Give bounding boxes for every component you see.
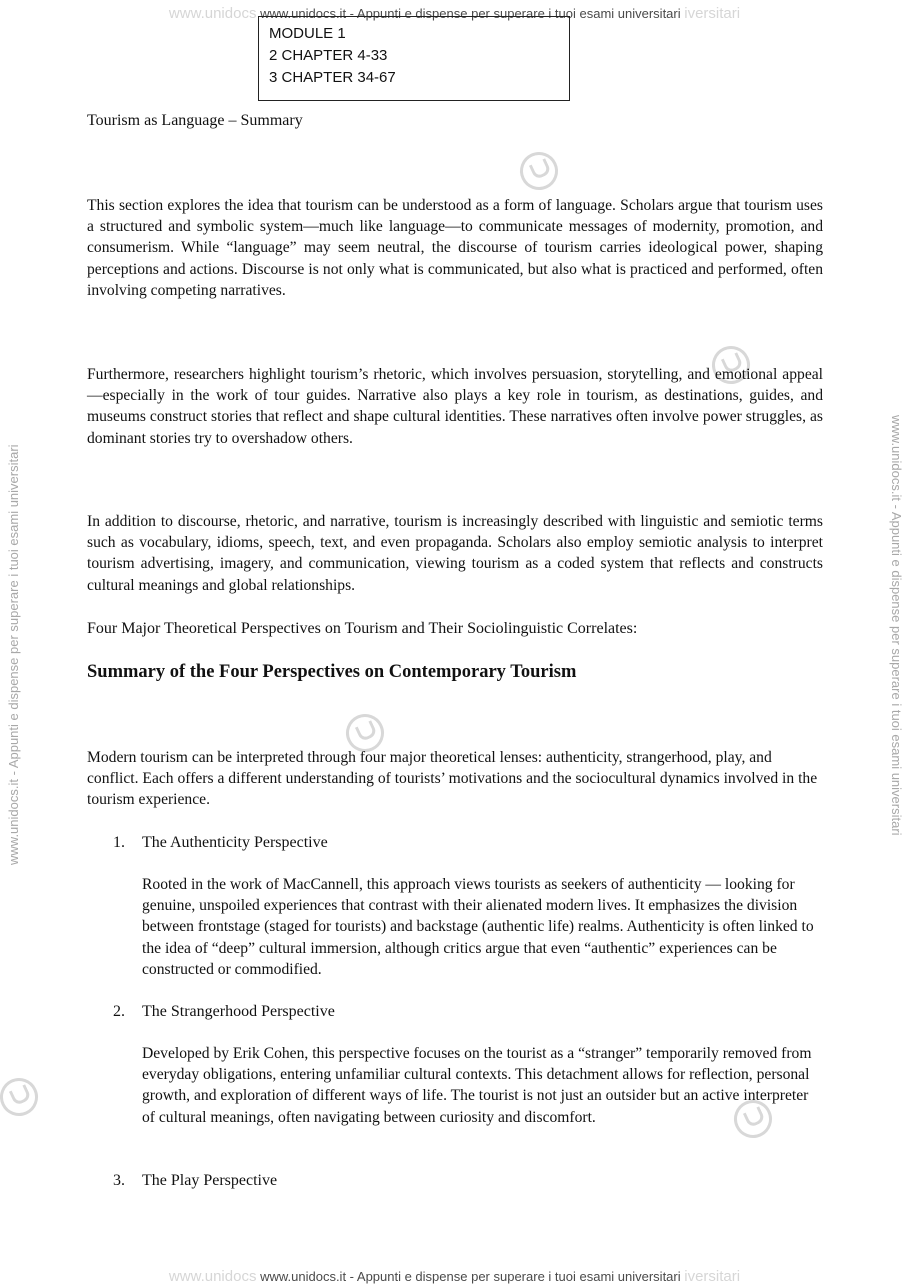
- watermark-ghost-left: www.unidocs: [168, 1268, 257, 1285]
- list-item-number: 1.: [113, 834, 125, 851]
- watermark-ghost-right: iversitari: [684, 1268, 741, 1285]
- watermark-footer-text: www.unidocs.it - Appunti e dispense per superare i tuoi esami universitari: [260, 1269, 681, 1284]
- watermark-side-right-text: www.unidocs.it - Appunti e dispense per superare i tuoi esami universitari: [889, 415, 904, 836]
- watermark-logo-icon: [514, 146, 564, 196]
- paragraph-rhetoric: Furthermore, researchers highlight tourism’s rhetoric, which involves persuasion, storytelling, and emotional appeal—especially in the work of tour guides. Narrative also plays a key role in tourism, as destinations, guides, and museums construct stories that reflect and shape cultural identities. These narratives often involve power struggles, as dominant stories try to overshadow others.: [87, 366, 823, 447]
- paragraph-semiotics: In addition to discourse, rhetoric, and narrative, tourism is increasingly described with linguistic and semiotic terms such as vocabulary, idioms, speech, text, and even propaganda. Scholars also employ semiotic analysis to interpret tourism advertising, imagery, and communication, viewing tourism as a coded system that reflects and constructs cultural meanings and global relationships.: [87, 513, 823, 594]
- watermark-logo-icon: [0, 1072, 44, 1122]
- list-item-number: 2.: [113, 1003, 125, 1020]
- watermark-footer: [0, 1268, 909, 1285]
- watermark-ghost-left: www.unidocs: [168, 5, 257, 22]
- list-item-title: The Strangerhood Perspective: [142, 1003, 335, 1020]
- module-line-1: MODULE 1: [269, 25, 346, 42]
- paragraph-discourse: This section explores the idea that tourism can be understood as a form of language. Scholars argue that tourism uses a structured and symbolic system—much like language—to communicate messages of modernity, promotion, and consumerism. While “language” may seem neutral, the discourse of tourism carries ideological power, shaping perceptions and actions. Discourse is not only what is communicated, but also what is practiced and performed, often involving competing narratives.: [87, 197, 823, 299]
- watermark-header-text: www.unidocs.it - Appunti e dispense per superare i tuoi esami universitari: [260, 6, 681, 21]
- list-item-title: The Authenticity Perspective: [142, 834, 328, 851]
- module-box: [258, 16, 570, 101]
- watermark-side-left-text: www.unidocs.it - Appunti e dispense per superare i tuoi esami universitari: [6, 444, 21, 865]
- list-item-number: 3.: [113, 1172, 125, 1189]
- list-item-body: Rooted in the work of MacCannell, this approach views tourists as seekers of authenticity — looking for genuine, unspoiled experiences that contrast with their alienated modern lives. It emphasizes the division between frontstage (staged for tourists) and backstage (authentic life) realms. Authenticity is often linked to the idea of “deep” cultural immersion, although critics argue that even “authentic” experiences can be constructed or commodified.: [142, 876, 814, 978]
- paragraph-intro: Modern tourism can be interpreted through four major theoretical lenses: authenticity, strangerhood, play, and conflict. Each offers a different understanding of tourists’ motivations and the sociocultural dynamics involved in the tourism experience.: [87, 749, 818, 809]
- list-item-body: Developed by Erik Cohen, this perspective focuses on the tourist as a “stranger” temporarily removed from everyday obligations, entering unfamiliar cultural contexts. This detachment allows for reflection, personal growth, and exploration of different ways of life. The tourist is not just an outsider but an active interpreter of cultural meanings, often navigating between curiosity and discomfort.: [142, 1045, 812, 1126]
- list-item-title: The Play Perspective: [142, 1172, 278, 1189]
- summary-heading: Summary of the Four Perspectives on Contemporary Tourism: [87, 662, 577, 682]
- doc-title: Tourism as Language – Summary: [87, 112, 303, 129]
- watermark-ghost-right: iversitari: [684, 5, 741, 22]
- module-line-3: 3 CHAPTER 34-67: [269, 69, 396, 86]
- perspectives-label: Four Major Theoretical Perspectives on Tourism and Their Sociolinguistic Correlates:: [87, 620, 638, 637]
- module-line-2: 2 CHAPTER 4-33: [269, 47, 388, 64]
